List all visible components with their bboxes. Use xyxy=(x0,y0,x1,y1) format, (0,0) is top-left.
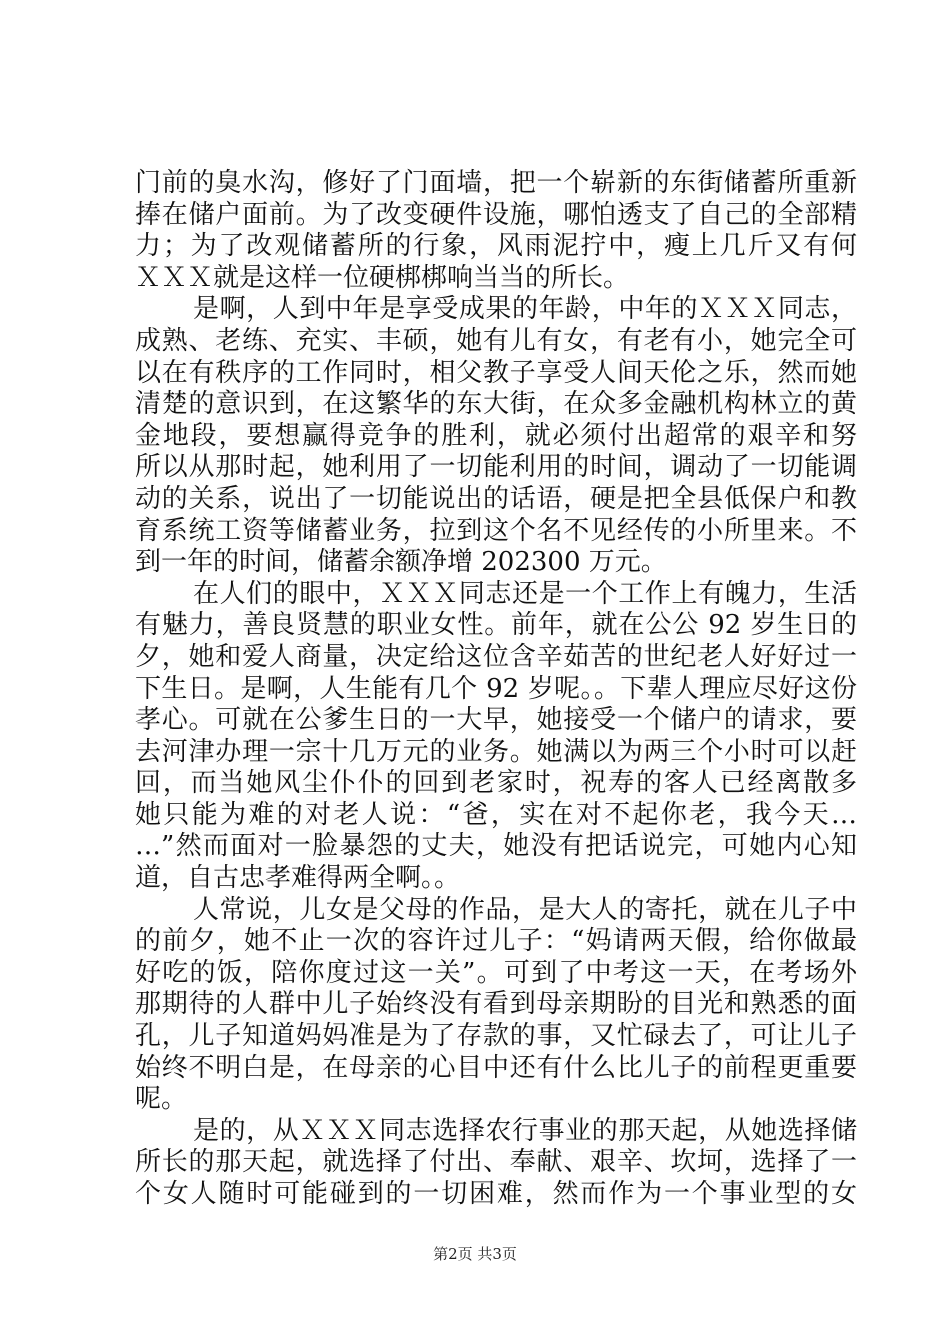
text-line: 道，自古忠孝难得两全啊。。 xyxy=(135,863,461,894)
text-line: 始终不明白是，在母亲的心目中还有什么比儿子的前程更重要 xyxy=(135,1052,857,1083)
text-line: 好吃的饭，陪你度过这一关”。可到了中考这一天，在考场外 xyxy=(135,957,857,988)
text-line: 去河津办理一宗十几万元的业务。她满以为两三个小时可以赶 xyxy=(135,736,857,767)
text-line: 是的，从ＸＸＸ同志选择农行事业的那天起，从她选择储 xyxy=(193,1115,857,1146)
text-line: 呢。 xyxy=(135,1084,188,1115)
text-line: 的前夕，她不止一次的容许过儿子：“妈请两天假，给你做最 xyxy=(135,926,857,957)
text-line: 孔，儿子知道妈妈准是为了存款的事，又忙碌去了，可让儿子 xyxy=(135,1021,857,1052)
paragraph xyxy=(135,895,857,1116)
text-line: 是啊，人到中年是享受成果的年龄，中年的ＸＸＸ同志， xyxy=(193,294,857,325)
text-line: 金地段，要想赢得竞争的胜利，就必须付出超常的艰辛和努 xyxy=(135,420,857,451)
text-line: 以在有秩序的工作同时，相父教子享受人间天伦之乐，然而她 xyxy=(135,357,857,388)
text-line: 动的关系，说出了一切能说出的话语，硬是把全县低保户和教 xyxy=(135,483,857,514)
text-line: 那期待的人群中儿子始终没有看到母亲期盼的目光和熟悉的面 xyxy=(135,989,857,1020)
text-line: 人常说，儿女是父母的作品，是大人的寄托，就在儿子中 xyxy=(193,894,857,925)
page-footer: 第2页 共3页 xyxy=(433,1245,517,1263)
text-line: 成熟、老练、充实、丰硕，她有儿有女，有老有小，她完全可 xyxy=(135,325,857,356)
text-line: 育系统工资等储蓄业务，拉到这个名不见经传的小所里来。不 xyxy=(135,515,857,546)
text-line: 她只能为难的对老人说：“爸，实在对不起你老，我今天… xyxy=(135,799,857,830)
text-line: …”然而面对一脸暴怨的丈夫，她没有把话说完，可她内心知 xyxy=(135,831,857,862)
paragraph xyxy=(135,579,857,895)
text-line: 门前的臭水沟，修好了门面墙，把一个崭新的东街储蓄所重新 xyxy=(135,168,857,198)
text-line: 有魅力，善良贤慧的职业女性。前年，就在公公 92 岁生日的 xyxy=(135,610,857,641)
text-line: 个女人随时可能碰到的一切困难，然而作为一个事业型的女 xyxy=(135,1179,857,1209)
paragraph xyxy=(135,294,857,578)
text-line: 在人们的眼中，ＸＸＸ同志还是一个工作上有魄力，生活 xyxy=(193,578,857,609)
paragraph xyxy=(135,1116,857,1211)
text-line: 回，而当她风尘仆仆的回到老家时，祝寿的客人已经离散多 xyxy=(135,768,857,799)
text-line: 夕，她和爱人商量，决定给这位含辛茹苦的世纪老人好好过一 xyxy=(135,641,857,672)
text-line: 所长的那天起，就选择了付出、奉献、艰辛、坎坷，选择了一 xyxy=(135,1147,857,1178)
text-line: 力；为了改观储蓄所的行象，风雨泥拧中，瘦上几斤又有何 xyxy=(135,231,857,262)
text-line: 下生日。是啊，人生能有几个 92 岁呢。。下辈人理应尽好这份 xyxy=(135,673,857,704)
document-body xyxy=(135,168,857,1211)
text-line: 到一年的时间，储蓄余额净增 202300 万元。 xyxy=(135,547,667,578)
text-line: ＸＸＸ就是这样一位硬梆梆响当当的所长。 xyxy=(135,262,630,293)
paragraph xyxy=(135,168,857,294)
text-line: 捧在储户面前。为了改变硬件设施，哪怕透支了自己的全部精 xyxy=(135,199,857,230)
text-line: 所以从那时起，她利用了一切能利用的时间，调动了一切能调 xyxy=(135,452,857,483)
text-line: 清楚的意识到，在这繁华的东大街，在众多金融机构林立的黄 xyxy=(135,389,857,420)
text-line: 孝心。可就在公爹生日的一大早，她接受一个储户的请求，要 xyxy=(135,705,857,736)
